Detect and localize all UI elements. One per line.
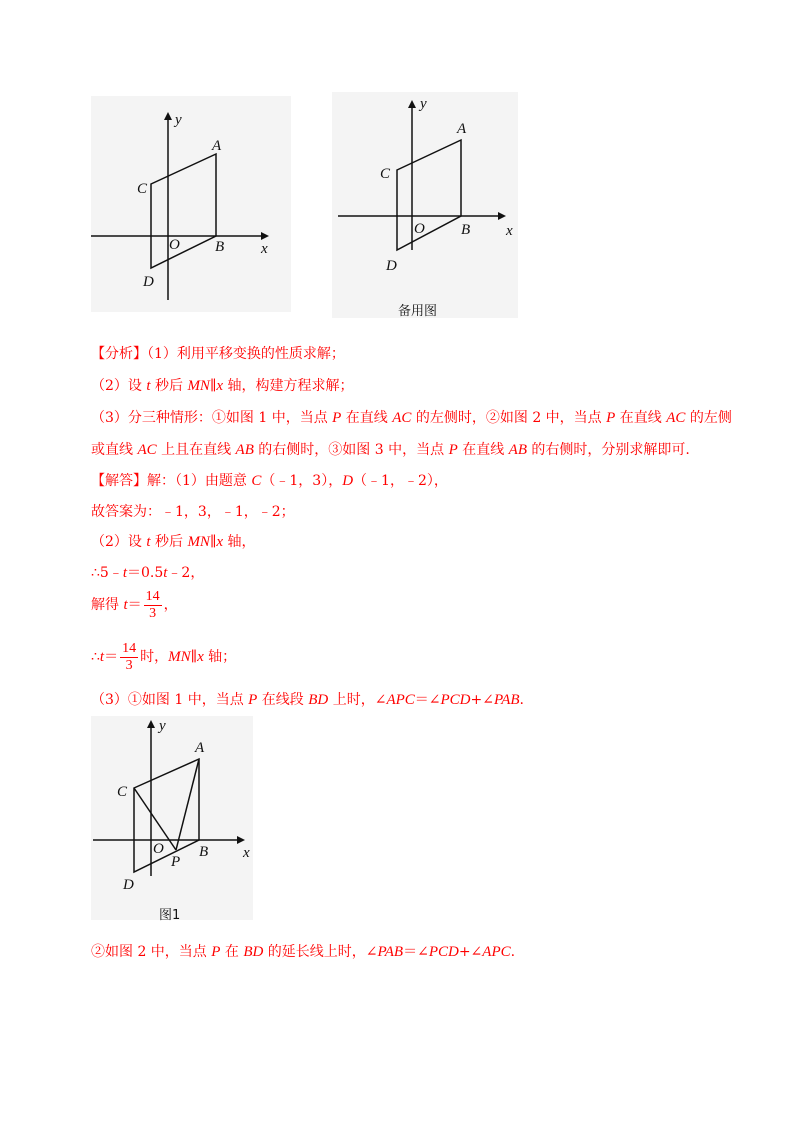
answer-line-7: （3）①如图 1 中，当点 P 在线段 BD 上时，∠APC＝∠PCD+∠PAB. (91, 692, 524, 708)
label-c: C (117, 784, 128, 800)
answer-line-6: ∴t＝ $\frac{14}{3}$ 时，MN∥x 轴； (91, 640, 237, 673)
y-axis-arrow (164, 112, 172, 120)
figure-caption: 备用图 (398, 304, 438, 319)
answer-line-4: ∴5﹣t＝0.5t﹣2， (91, 565, 205, 581)
y-axis-arrow (147, 720, 155, 728)
figure-caption: 图1 (159, 908, 181, 923)
x-axis-arrow (261, 232, 269, 240)
analysis-line-3: （3）分三种情形：①如图 1 中，当点 P 在直线 AC 的左侧时，②如图 2 中，当点 P 在直线 AC 的左侧 (91, 410, 732, 426)
label-y: y (159, 718, 166, 734)
label-d: D (386, 258, 397, 274)
parallelogram-acbd (134, 759, 199, 872)
parallelogram-acbd (397, 140, 461, 250)
answer-line-1: 【解答】解：（1）由题意 C（﹣1，3），D（﹣1，﹣2）， (91, 473, 448, 489)
figure-3 (91, 716, 253, 923)
x-axis-arrow (237, 836, 245, 844)
parallelogram-acbd (151, 154, 216, 268)
label-p: P (171, 854, 181, 870)
label-y: y (175, 112, 182, 128)
answer-line-8: ②如图 2 中，当点 P 在 BD 的延长线上时，∠PAB＝∠PCD+∠APC. (91, 944, 516, 960)
label-x: x (243, 845, 250, 861)
label-a: A (195, 740, 205, 756)
figure-backup (332, 92, 518, 318)
answer-line-2: 故答案为：﹣1，3，﹣1，﹣2； (91, 504, 295, 520)
analysis-line-4: 或直线 AC 上且在直线 AB 的右侧时，③如图 3 中，当点 P 在直线 AB 的右侧时，分别求解即可. (91, 442, 690, 458)
label-d: D (143, 274, 154, 290)
analysis-line-2: （2）设 t 秒后 MN∥x 轴，构建方程求解； (91, 378, 354, 394)
segment-ap (176, 759, 199, 850)
answer-line-5: 解得 t＝ $\frac{14}{3}$ ， (91, 588, 178, 621)
label-o: O (153, 841, 164, 857)
x-axis-arrow (498, 212, 506, 220)
label-x: x (261, 241, 268, 257)
fraction-14-3: $\frac{14}{3}$ (145, 588, 160, 621)
label-o: O (414, 221, 425, 237)
label-d: D (123, 877, 134, 893)
label-b: B (199, 844, 209, 860)
answer-line-3: （2）设 t 秒后 MN∥x 轴， (91, 534, 256, 550)
label-b: B (215, 239, 225, 255)
fraction-14-3: $\frac{14}{3}$ (122, 640, 137, 673)
label-x: x (506, 223, 513, 239)
label-b: B (461, 222, 471, 238)
label-a: A (457, 121, 467, 137)
y-axis-arrow (408, 100, 416, 108)
label-c: C (137, 181, 148, 197)
label-y: y (420, 96, 427, 112)
label-c: C (380, 166, 391, 182)
label-a: A (212, 138, 222, 154)
figure-1 (91, 96, 291, 312)
analysis-line-1: 【分析】（1）利用平移变换的性质求解； (91, 346, 345, 362)
label-o: O (169, 237, 180, 253)
